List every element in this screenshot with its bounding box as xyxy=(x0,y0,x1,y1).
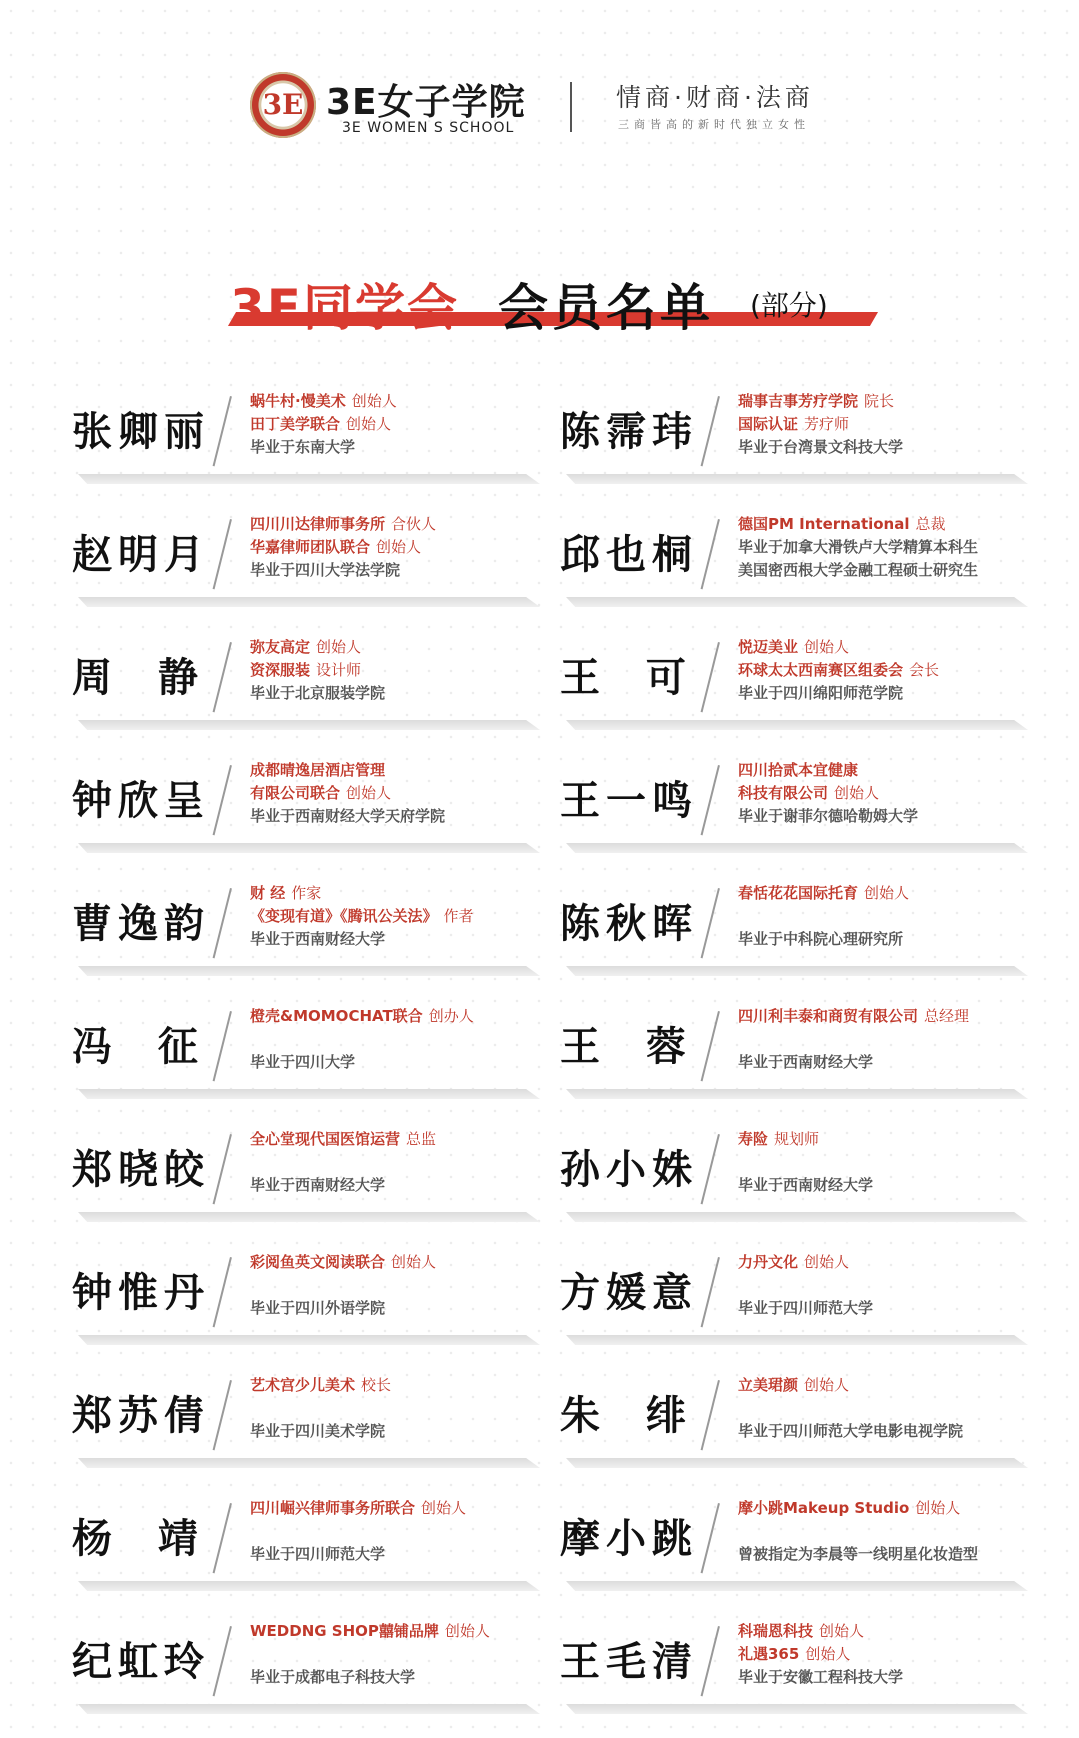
role: 规划师 xyxy=(774,1130,820,1148)
role: 总裁 xyxy=(915,515,946,533)
role: 芳疗师 xyxy=(804,415,850,433)
member-card xyxy=(560,997,1030,1101)
info-line xyxy=(738,1497,1038,1520)
info-line xyxy=(250,1005,550,1028)
card-underline xyxy=(566,720,1028,730)
role: 创办人 xyxy=(428,1007,474,1025)
member-info xyxy=(250,882,550,951)
member-card xyxy=(560,1489,1030,1593)
card-underline xyxy=(566,1581,1028,1591)
info-line xyxy=(738,1620,1038,1643)
card-underline xyxy=(78,720,540,730)
role: 总监 xyxy=(406,1130,437,1148)
role: 创始人 xyxy=(804,1376,850,1394)
organization: 四川川达律师事务所 xyxy=(250,515,386,533)
member-card xyxy=(560,505,1030,609)
info-line xyxy=(250,759,550,782)
card-divider xyxy=(701,1626,720,1696)
card-divider xyxy=(213,888,232,958)
info-line xyxy=(250,1251,550,1274)
info-line xyxy=(250,1643,550,1666)
title-red-text: 3E同学会 xyxy=(230,279,459,337)
page-title xyxy=(230,268,880,337)
member-card xyxy=(560,1120,1030,1224)
info-line xyxy=(250,513,550,536)
member-card xyxy=(560,1366,1030,1470)
card-underline xyxy=(78,1581,540,1591)
role: 创始人 xyxy=(346,784,392,802)
organization: 四川崛兴律师事务所联合 xyxy=(250,1499,416,1517)
organization: 弥友高定 xyxy=(250,638,311,656)
member-name: 摩小跳 xyxy=(560,1516,698,1562)
info-line xyxy=(738,659,1038,682)
organization: 彩阅鱼英文阅读联合 xyxy=(250,1253,386,1271)
info-line xyxy=(250,636,550,659)
role: 创始人 xyxy=(804,1253,850,1271)
member-card xyxy=(72,997,542,1101)
member-info xyxy=(250,1251,550,1320)
info-line xyxy=(738,1520,1038,1543)
member-info xyxy=(250,390,550,459)
info-line: 毕业于中科院心理研究所 xyxy=(738,930,904,948)
card-divider xyxy=(213,765,232,835)
info-line: 毕业于四川大学 xyxy=(250,1053,356,1071)
organization: 科技有限公司 xyxy=(738,784,829,802)
organization: 艺术宫少儿美术 xyxy=(250,1376,356,1394)
card-divider xyxy=(213,1380,232,1450)
info-line xyxy=(738,1274,1038,1297)
role: 设计师 xyxy=(316,661,362,679)
organization: 成都晴逸居酒店管理 xyxy=(250,761,386,779)
card-underline xyxy=(78,1212,540,1222)
member-info xyxy=(250,1005,550,1074)
role: 会长 xyxy=(909,661,940,679)
card-divider xyxy=(701,1257,720,1327)
role: 创始人 xyxy=(346,415,392,433)
card-underline xyxy=(566,597,1028,607)
info-line xyxy=(250,782,550,805)
organization: 力丹文化 xyxy=(738,1253,799,1271)
organization: 摩小跳Makeup Studio xyxy=(738,1499,910,1517)
card-divider xyxy=(213,1134,232,1204)
member-name: 纪虹玲 xyxy=(72,1639,210,1685)
member-name: 王 蓉 xyxy=(560,1024,692,1070)
member-info xyxy=(738,513,1038,582)
card-underline xyxy=(566,843,1028,853)
card-divider xyxy=(701,642,720,712)
card-underline xyxy=(78,1335,540,1345)
member-name: 赵明月 xyxy=(72,532,210,578)
info-line xyxy=(738,636,1038,659)
member-card xyxy=(72,505,542,609)
info-line xyxy=(738,905,1038,928)
card-divider xyxy=(213,519,232,589)
info-line xyxy=(738,390,1038,413)
organization: 立美珺颜 xyxy=(738,1376,799,1394)
member-name: 孙小姝 xyxy=(560,1147,698,1193)
member-name: 王一鸣 xyxy=(560,778,698,824)
card-divider xyxy=(701,888,720,958)
member-name: 曹逸韵 xyxy=(72,901,210,947)
member-info xyxy=(250,1620,550,1689)
role: 创始人 xyxy=(915,1499,961,1517)
info-line: 毕业于成都电子科技大学 xyxy=(250,1668,416,1686)
member-info xyxy=(738,759,1038,828)
info-line: 毕业于西南财经大学天府学院 xyxy=(250,807,446,825)
member-card xyxy=(72,751,542,855)
card-divider xyxy=(213,396,232,466)
role: 创始人 xyxy=(351,392,397,410)
organization: 《变现有道》《腾讯公关法》 xyxy=(250,907,438,925)
info-line xyxy=(250,413,550,436)
info-line: 毕业于四川师范大学 xyxy=(250,1545,386,1563)
member-name: 陈霈玮 xyxy=(560,409,698,455)
role: 创始人 xyxy=(805,1645,851,1663)
organization: 田丁美学联合 xyxy=(250,415,341,433)
card-underline xyxy=(566,474,1028,484)
info-line: 毕业于西南财经大学 xyxy=(250,930,386,948)
card-divider xyxy=(213,1503,232,1573)
member-info xyxy=(738,390,1038,459)
card-divider xyxy=(213,1011,232,1081)
member-card xyxy=(560,874,1030,978)
member-name: 朱 绯 xyxy=(560,1393,692,1439)
member-card xyxy=(560,751,1030,855)
member-info xyxy=(250,636,550,705)
role: 创始人 xyxy=(391,1253,437,1271)
card-underline xyxy=(78,843,540,853)
info-line xyxy=(738,882,1038,905)
role: 创始人 xyxy=(444,1622,490,1640)
info-line xyxy=(250,1028,550,1051)
info-line xyxy=(738,1005,1038,1028)
info-line: 毕业于北京服装学院 xyxy=(250,684,386,702)
member-card xyxy=(72,1120,542,1224)
organization: WEDDNG SHOP囍铺品牌 xyxy=(250,1622,439,1640)
organization: 全心堂现代国医馆运营 xyxy=(250,1130,401,1148)
header-divider xyxy=(570,82,572,132)
tagline: 三商皆高的新时代独立女性 xyxy=(618,118,810,131)
member-name: 王 可 xyxy=(560,655,692,701)
card-underline xyxy=(78,1458,540,1468)
info-line: 毕业于西南财经大学 xyxy=(250,1176,386,1194)
role: 总经理 xyxy=(924,1007,970,1025)
card-divider xyxy=(213,642,232,712)
info-line xyxy=(738,1251,1038,1274)
role: 创始人 xyxy=(376,538,422,556)
member-name: 方媛意 xyxy=(560,1270,698,1316)
member-name: 钟惟丹 xyxy=(72,1270,210,1316)
header xyxy=(0,68,1079,158)
organization: 礼遇365 xyxy=(738,1645,800,1663)
organization: 财 经 xyxy=(250,884,286,902)
member-info xyxy=(738,1005,1038,1074)
organization: 有限公司联合 xyxy=(250,784,341,802)
member-card xyxy=(560,1612,1030,1716)
organization: 华嘉律师团队联合 xyxy=(250,538,371,556)
member-name: 杨 靖 xyxy=(72,1516,204,1562)
member-info xyxy=(250,1128,550,1197)
organization: 环球太太西南赛区组委会 xyxy=(738,661,904,679)
member-card xyxy=(72,1366,542,1470)
info-line: 毕业于谢菲尔德哈勒姆大学 xyxy=(738,807,919,825)
info-line: 毕业于四川大学法学院 xyxy=(250,561,401,579)
card-underline xyxy=(566,1335,1028,1345)
info-line xyxy=(738,1028,1038,1051)
card-underline xyxy=(78,966,540,976)
info-line xyxy=(250,390,550,413)
card-underline xyxy=(566,1212,1028,1222)
member-name: 郑苏倩 xyxy=(72,1393,210,1439)
role: 创始人 xyxy=(864,884,910,902)
card-divider xyxy=(701,1134,720,1204)
info-line: 毕业于安徽工程科技大学 xyxy=(738,1668,904,1686)
organization: 春恬花花国际托育 xyxy=(738,884,859,902)
info-line: 毕业于四川绵阳师范学院 xyxy=(738,684,904,702)
info-line xyxy=(738,413,1038,436)
organization: 四川利丰泰和商贸有限公司 xyxy=(738,1007,919,1025)
info-line xyxy=(250,905,550,928)
title-sub-text: (部分) xyxy=(750,289,828,322)
member-info xyxy=(738,1251,1038,1320)
member-card xyxy=(72,1612,542,1716)
card-underline xyxy=(566,966,1028,976)
member-card xyxy=(72,628,542,732)
info-line xyxy=(250,1151,550,1174)
role: 校长 xyxy=(361,1376,392,1394)
info-line xyxy=(738,782,1038,805)
brand-name-en: 3E WOMEN S SCHOOL xyxy=(342,120,515,136)
card-divider xyxy=(701,1503,720,1573)
organization: 蜗牛村·慢美术 xyxy=(250,392,346,410)
card-underline xyxy=(566,1458,1028,1468)
info-line: 毕业于东南大学 xyxy=(250,438,356,456)
role: 创始人 xyxy=(804,638,850,656)
role: 创始人 xyxy=(316,638,362,656)
organization: 瑞事吉事芳疗学院 xyxy=(738,392,859,410)
card-underline xyxy=(566,1704,1028,1714)
info-line xyxy=(738,759,1038,782)
role: 创始人 xyxy=(834,784,880,802)
info-line: 毕业于西南财经大学 xyxy=(738,1053,874,1071)
info-line: 毕业于四川师范大学电影电视学院 xyxy=(738,1422,964,1440)
member-name: 钟欣呈 xyxy=(72,778,210,824)
info-line xyxy=(250,1497,550,1520)
member-name: 王毛清 xyxy=(560,1639,698,1685)
school-logo-icon: 3E xyxy=(250,72,316,138)
role: 作家 xyxy=(291,884,322,902)
organization: 橙壳&MOMOCHAT联合 xyxy=(250,1007,423,1025)
card-divider xyxy=(701,396,720,466)
card-divider xyxy=(213,1626,232,1696)
member-info xyxy=(250,1374,550,1443)
info-line: 毕业于加拿大滑铁卢大学精算本科生 xyxy=(738,538,979,556)
info-line xyxy=(250,1620,550,1643)
info-line: 美国密西根大学金融工程硕士研究生 xyxy=(738,561,979,579)
card-divider xyxy=(701,1011,720,1081)
info-line xyxy=(250,882,550,905)
card-divider xyxy=(701,519,720,589)
card-divider xyxy=(701,1380,720,1450)
info-line xyxy=(738,1643,1038,1666)
member-info xyxy=(250,513,550,582)
member-name: 冯 征 xyxy=(72,1024,204,1070)
card-underline xyxy=(78,1089,540,1099)
member-name: 陈秋晖 xyxy=(560,901,698,947)
info-line xyxy=(738,1128,1038,1151)
member-card xyxy=(72,1489,542,1593)
card-underline xyxy=(78,597,540,607)
card-underline xyxy=(78,1704,540,1714)
organization: 国际认证 xyxy=(738,415,799,433)
info-line xyxy=(738,1374,1038,1397)
member-card xyxy=(560,1243,1030,1347)
organization: 悦迈美业 xyxy=(738,638,799,656)
organization: 德国PM International xyxy=(738,515,910,533)
info-line xyxy=(250,1520,550,1543)
role: 作者 xyxy=(443,907,474,925)
info-line xyxy=(250,659,550,682)
info-line: 毕业于四川师范大学 xyxy=(738,1299,874,1317)
member-card xyxy=(72,1243,542,1347)
info-line xyxy=(738,1397,1038,1420)
card-underline xyxy=(566,1089,1028,1099)
role: 院长 xyxy=(864,392,895,410)
info-line xyxy=(738,1151,1038,1174)
info-line xyxy=(250,536,550,559)
member-info xyxy=(738,1497,1038,1566)
info-line: 曾被指定为李晨等一线明星化妆造型 xyxy=(738,1545,979,1563)
role: 合伙人 xyxy=(391,515,437,533)
member-card xyxy=(560,628,1030,732)
info-line xyxy=(250,1397,550,1420)
member-info xyxy=(738,1128,1038,1197)
organization: 科瑞恩科技 xyxy=(738,1622,814,1640)
organization: 资深服装 xyxy=(250,661,311,679)
organization: 寿险 xyxy=(738,1130,769,1148)
role: 创始人 xyxy=(819,1622,865,1640)
member-name: 郑晓皎 xyxy=(72,1147,210,1193)
info-line: 毕业于四川外语学院 xyxy=(250,1299,386,1317)
member-info xyxy=(738,882,1038,951)
member-card xyxy=(560,382,1030,486)
member-name: 张卿丽 xyxy=(72,409,210,455)
member-info xyxy=(738,1374,1038,1443)
card-divider xyxy=(213,1257,232,1327)
info-line xyxy=(250,1274,550,1297)
title-black-text: 会员名单 xyxy=(498,279,714,337)
member-info xyxy=(738,636,1038,705)
info-line: 毕业于四川美术学院 xyxy=(250,1422,386,1440)
card-divider xyxy=(701,765,720,835)
card-underline xyxy=(78,474,540,484)
member-info xyxy=(738,1620,1038,1689)
member-name: 邱也桐 xyxy=(560,532,698,578)
info-line: 毕业于西南财经大学 xyxy=(738,1176,874,1194)
info-line: 毕业于台湾景文科技大学 xyxy=(738,438,904,456)
organization: 四川拾贰本宜健康 xyxy=(738,761,859,779)
member-card xyxy=(72,382,542,486)
member-card xyxy=(72,874,542,978)
role: 创始人 xyxy=(421,1499,467,1517)
info-line xyxy=(250,1128,550,1151)
member-name: 周 静 xyxy=(72,655,204,701)
member-info xyxy=(250,1497,550,1566)
member-info xyxy=(250,759,550,828)
info-line xyxy=(738,513,1038,536)
info-line xyxy=(250,1374,550,1397)
slogan: 情商·财商·法商 xyxy=(616,83,814,112)
brand-name-cn: 3E女子学院 xyxy=(326,82,526,123)
